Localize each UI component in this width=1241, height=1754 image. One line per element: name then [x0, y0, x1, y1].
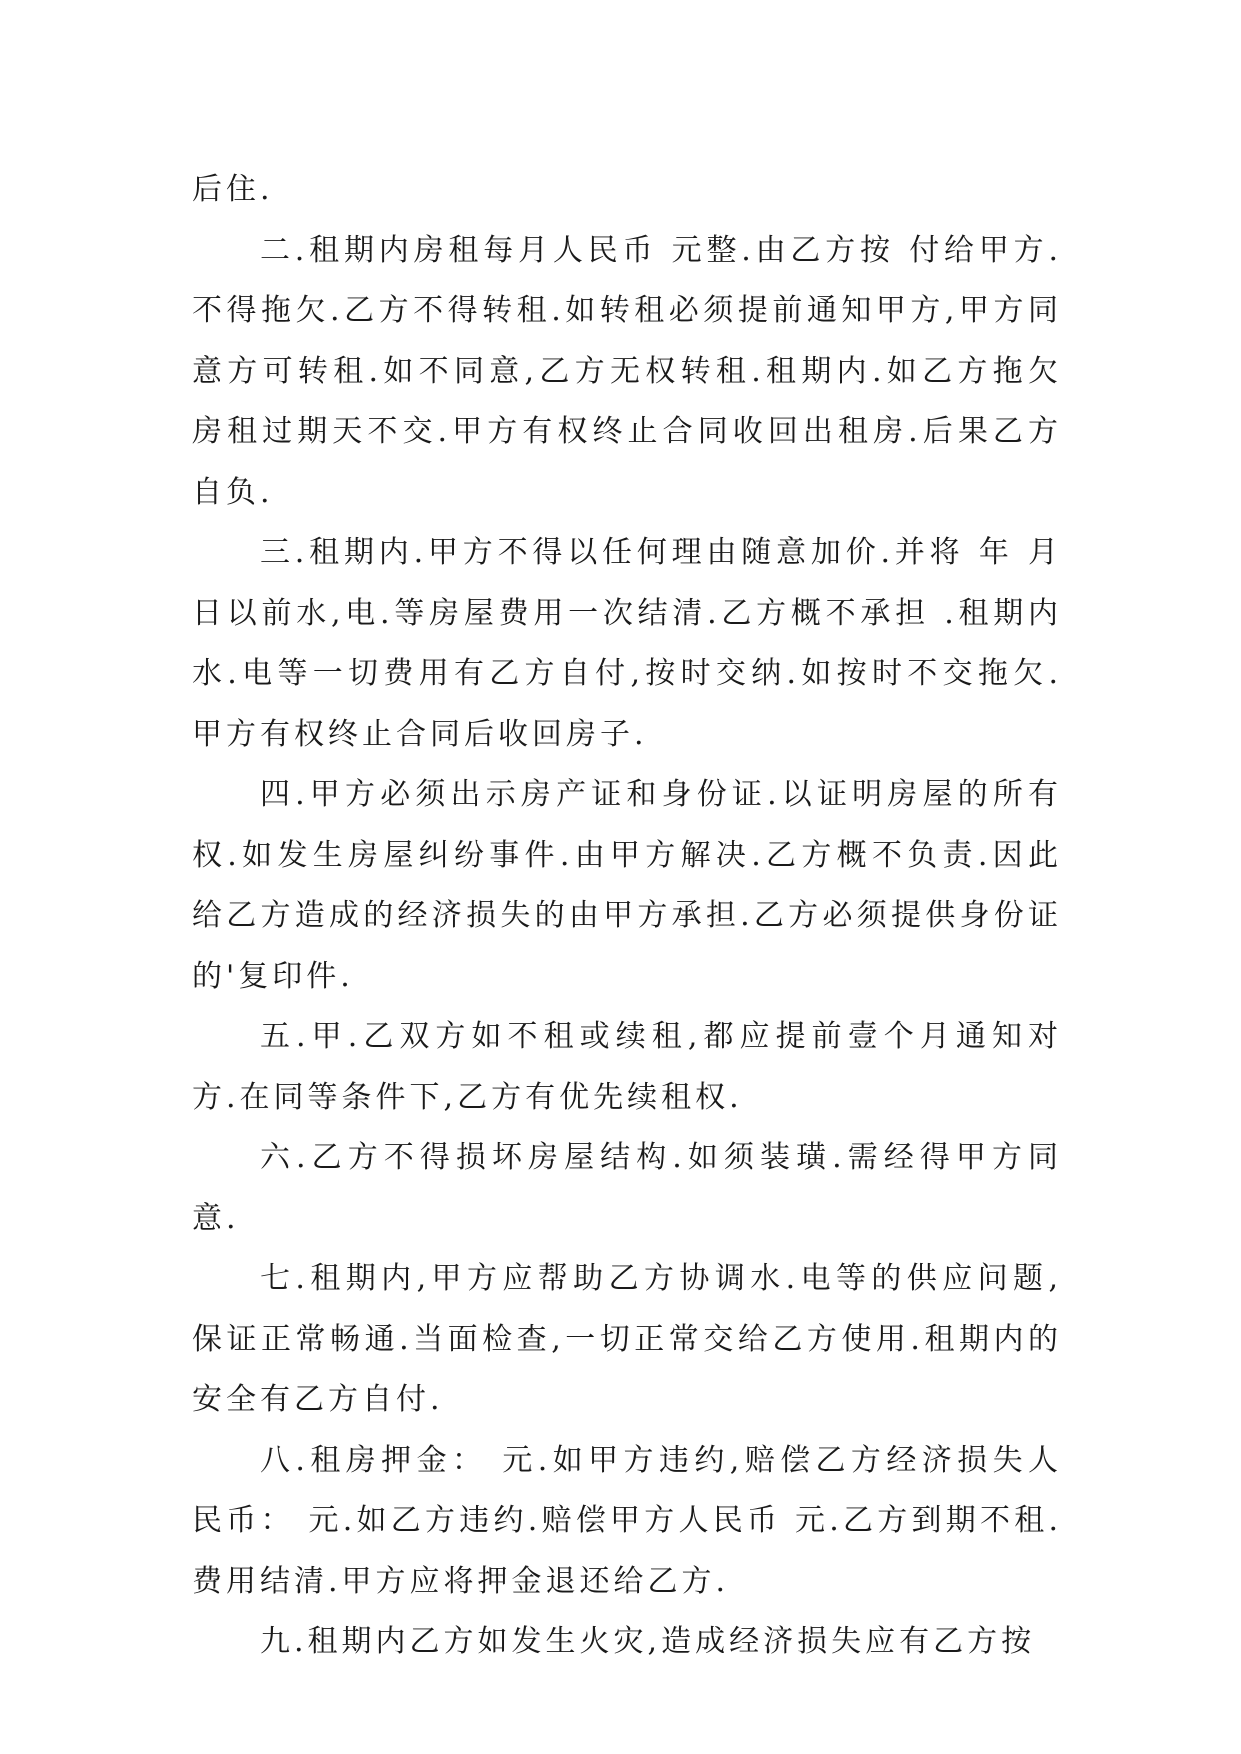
- paragraph-clause-6: 六.乙方不得损坏房屋结构.如须装璜.需经得甲方同意.: [192, 1140, 1062, 1236]
- paragraph-clause-3: 三.租期内.甲方不得以任何理由随意加价.并将 年 月日以前水,电.等房屋费用一次结清.乙方概不承担 .租期内水.电等一切费用有乙方自付,按时交纳.如按时不交拖欠.甲方有权终止合同后收回房子.: [192, 535, 1062, 752]
- paragraph-clause-7: 七.租期内,甲方应帮助乙方协调水.电等的供应问题,保证正常畅通.当面检查,一切正常交给乙方使用.租期内的安全有乙方自付.: [192, 1261, 1062, 1417]
- paragraph-clause-4: 四.甲方必须出示房产证和身份证.以证明房屋的所有权.如发生房屋纠纷事件.由甲方解决.乙方概不负责.因此给乙方造成的经济损失的由甲方承担.乙方必须提供身份证的'复印件.: [192, 777, 1062, 994]
- paragraph-clause-9: 九.租期内乙方如发生火灾,造成经济损失应有乙方按: [260, 1624, 1036, 1659]
- paragraph-continuation: 后住.: [192, 172, 274, 207]
- paragraph-clause-8: 八.租房押金： 元.如甲方违约,赔偿乙方经济损失人民币： 元.如乙方违约.赔偿甲方人民币 元.乙方到期不租.费用结清.甲方应将押金退还给乙方.: [192, 1442, 1062, 1599]
- paragraph-clause-5: 五.甲.乙双方如不租或续租,都应提前壹个月通知对方.在同等条件下,乙方有优先续租权.: [192, 1019, 1062, 1115]
- contract-body: [192, 160, 1062, 1673]
- paragraph-clause-2: 二.租期内房租每月人民币 元整.由乙方按 付给甲方.不得拖欠.乙方不得转租.如转租必须提前通知甲方,甲方同意方可转租.如不同意,乙方无权转租.租期内.如乙方拖欠房租过期天不交.甲方有权终止合同收回出租房.后果乙方自负.: [192, 232, 1062, 510]
